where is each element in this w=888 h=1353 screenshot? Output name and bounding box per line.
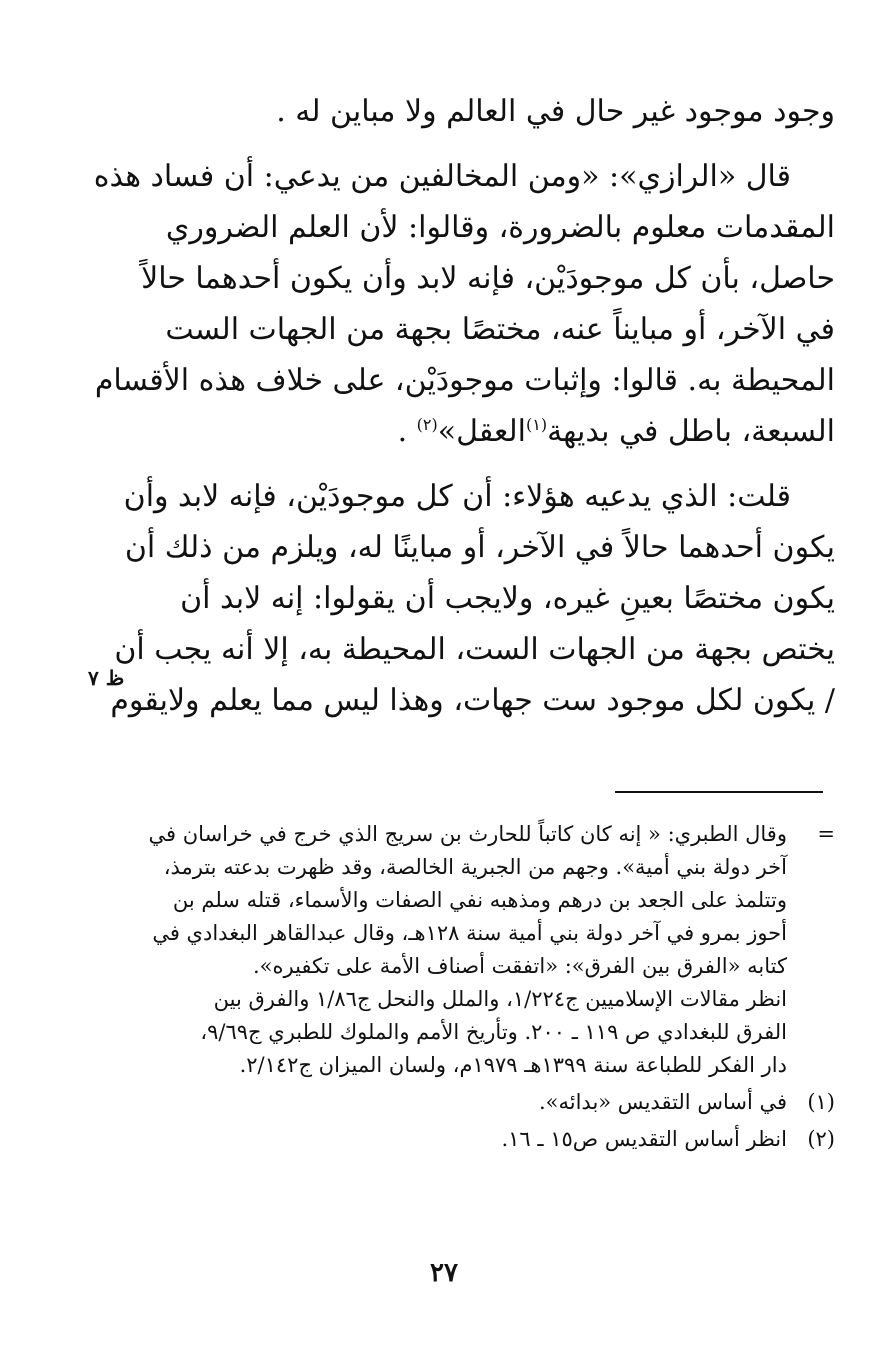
page-number: ٢٧ bbox=[430, 1258, 458, 1288]
text-line: يكون مختصًا بعينِ غيره، ولايجب أن يقولوا: إنه لابد أن bbox=[180, 581, 835, 616]
footnote-continuation bbox=[120, 818, 835, 1082]
text-line: المحيطة به. قالوا: وإثبات موجودَيْن، على خلاف هذه الأقسام bbox=[94, 363, 835, 398]
paragraph-1 bbox=[120, 86, 835, 137]
footnote-text: في أساس التقديس «بدائه». bbox=[538, 1090, 787, 1114]
footnotes-section bbox=[120, 818, 835, 1156]
text-line: يختص بجهة من الجهات الست، المحيطة به، إلا أنه يجب أن bbox=[114, 632, 835, 667]
text-line: في الآخر، أو مبايناً عنه، مختصًا بجهة من الجهات الست bbox=[165, 312, 835, 347]
footnote-line: كتابه «الفرق بين الفرق»: «اتفقت أصناف الأمة على تكفيره». bbox=[252, 954, 787, 978]
footnote-line: دار الفكر للطباعة سنة ١٣٩٩هـ ١٩٧٩م، ولسان الميزان ج٢/١٤٢. bbox=[239, 1053, 787, 1077]
footnote-1 bbox=[120, 1086, 835, 1119]
footnote-line: وتتلمذ على الجعد بن درهم ومذهبه نفي الصفات والأسماء، قتله سلم بن bbox=[172, 888, 787, 912]
footnote-2 bbox=[120, 1123, 835, 1156]
text-segment: . bbox=[397, 414, 408, 449]
paragraph-2 bbox=[93, 151, 835, 457]
text-line: المقدمات معلوم بالضرورة، وقالوا: لأن العلم الضروري bbox=[165, 210, 835, 245]
footnote-line: أحوز بمرو في آخر دولة بني أمية سنة ١٢٨هـ، وقال عبدالقاهر البغدادي في bbox=[152, 921, 787, 945]
text-line: يكون أحدهما حالاً في الآخر، أو مباينًا له، ويلزم من ذلك أن bbox=[124, 530, 835, 565]
text-segment: السبعة، باطل في بديهة bbox=[547, 414, 835, 449]
text-line: قلت: الذي يدعيه هؤلاء: أن كل موجودَيْن، فإنه لابد وأن bbox=[123, 479, 791, 514]
footnote-line: وقال الطبري: « إنه كان كاتباً للحارث بن سريج الذي خرج في خراسان في bbox=[148, 822, 787, 846]
footnote-number: (٢) bbox=[807, 1127, 835, 1151]
footnote-line: آخر دولة بني أمية». وجهم من الجبرية الخالصة، وقد ظهرت بدعته بترمذ، bbox=[163, 855, 787, 879]
footnote-number: (١) bbox=[807, 1090, 835, 1114]
footnote-line: انظر مقالات الإسلاميين ج١/٢٢٤، والملل والنحل ج١/٨٦ والفرق بين bbox=[213, 987, 787, 1011]
continuation-mark: = bbox=[817, 822, 835, 846]
footnote-separator bbox=[615, 791, 823, 793]
text-line bbox=[120, 406, 835, 457]
text-line: وجود موجود غير حال في العالم ولا مباين له . bbox=[276, 94, 835, 129]
footnote-text: انظر أساس التقديس ص١٥ ـ ١٦. bbox=[501, 1127, 787, 1151]
text-line: حاصل، بأن كل موجودَيْن، فإنه لابد وأن يكون أحدهما حالاً bbox=[141, 261, 835, 296]
paragraph-3 bbox=[110, 471, 835, 726]
text-line: / يكون لكل موجود ست جهات، وهذا ليس مما يعلم ولايقوم bbox=[110, 683, 835, 718]
manuscript-folio-note: ظ ٧ bbox=[88, 666, 125, 690]
footnote-ref-1[interactable]: (١) bbox=[525, 415, 548, 434]
text-line: قال «الرازي»: «ومن المخالفين من يدعي: أن فساد هذه bbox=[93, 159, 791, 194]
footnote-ref-2[interactable]: (٢) bbox=[416, 415, 438, 434]
footnote-line: الفرق للبغدادي ص ١١٩ ـ ٢٠٠. وتأريخ الأمم والملوك للطبري ج٩/٦٩، bbox=[200, 1020, 787, 1044]
text-segment: العقل» bbox=[437, 414, 526, 449]
